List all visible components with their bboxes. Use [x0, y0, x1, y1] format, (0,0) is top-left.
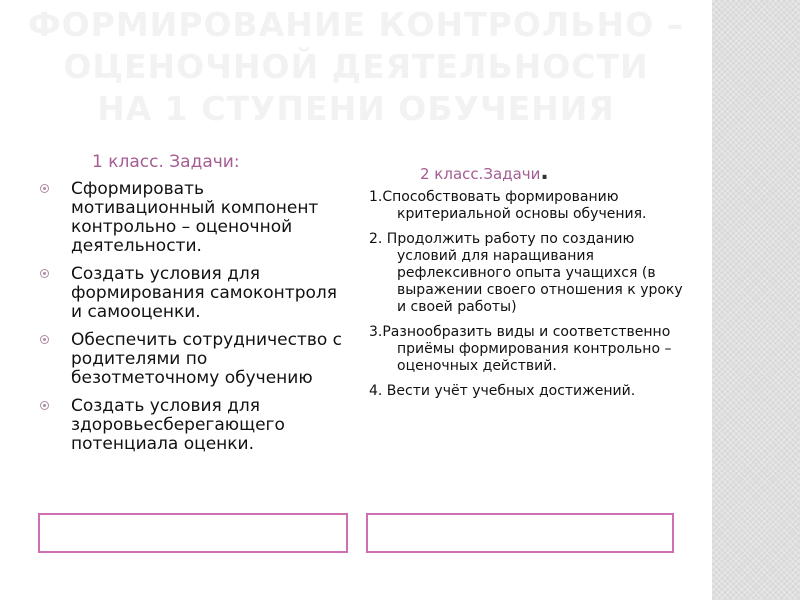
right-heading-text: 2 класс.Задачи — [420, 165, 541, 183]
left-task-list — [40, 180, 350, 463]
list-item-text: Создать условия для формирования самоконтроля и самооценки. — [71, 264, 337, 322]
left-column-heading: 1 класс. Задачи: — [92, 152, 240, 172]
right-footer-box — [366, 513, 674, 553]
list-item — [40, 331, 350, 388]
right-task-list — [369, 189, 684, 408]
right-heading-period: . — [540, 160, 549, 185]
title-line: ОЦЕНОЧНОЙ ДЕЯТЕЛЬНОСТИ — [63, 47, 649, 86]
bullet-icon — [40, 335, 49, 344]
left-footer-box — [38, 513, 348, 553]
title-line: НА 1 СТУПЕНИ ОБУЧЕНИЯ — [97, 89, 615, 128]
slide-title — [0, 4, 712, 130]
list-item-text: Создать условия для здоровьесберегающего потенциала оценки. — [71, 396, 285, 454]
title-line: ФОРМИРОВАНИЕ КОНТРОЛЬНО – — [27, 5, 685, 44]
bullet-icon — [40, 184, 49, 193]
decorative-side-strip — [712, 0, 800, 600]
list-item: 2. Продолжить работу по созданию условий для наращивания рефлексивного опыта учащихся (в выражении своего отношения к уроку и своей работы) — [369, 231, 683, 315]
list-item — [40, 397, 350, 454]
bullet-icon — [40, 401, 49, 410]
list-item — [40, 265, 350, 322]
list-item-text: Сформировать мотивационный компонент контрольно – оценочной деятельности. — [71, 179, 319, 256]
bullet-icon — [40, 269, 49, 278]
right-column-heading — [420, 160, 549, 185]
list-item: 3.Разнообразить виды и соответственно приёмы формирования контрольно – оценочных действий. — [369, 324, 672, 374]
list-item: 1.Способствовать формированию критериальной основы обучения. — [369, 189, 647, 222]
list-item: 4. Вести учёт учебных достижений. — [369, 383, 636, 399]
list-item — [40, 180, 350, 256]
list-item-text: Обеспечить сотрудничество с родителями по безотметочному обучению — [71, 330, 343, 388]
